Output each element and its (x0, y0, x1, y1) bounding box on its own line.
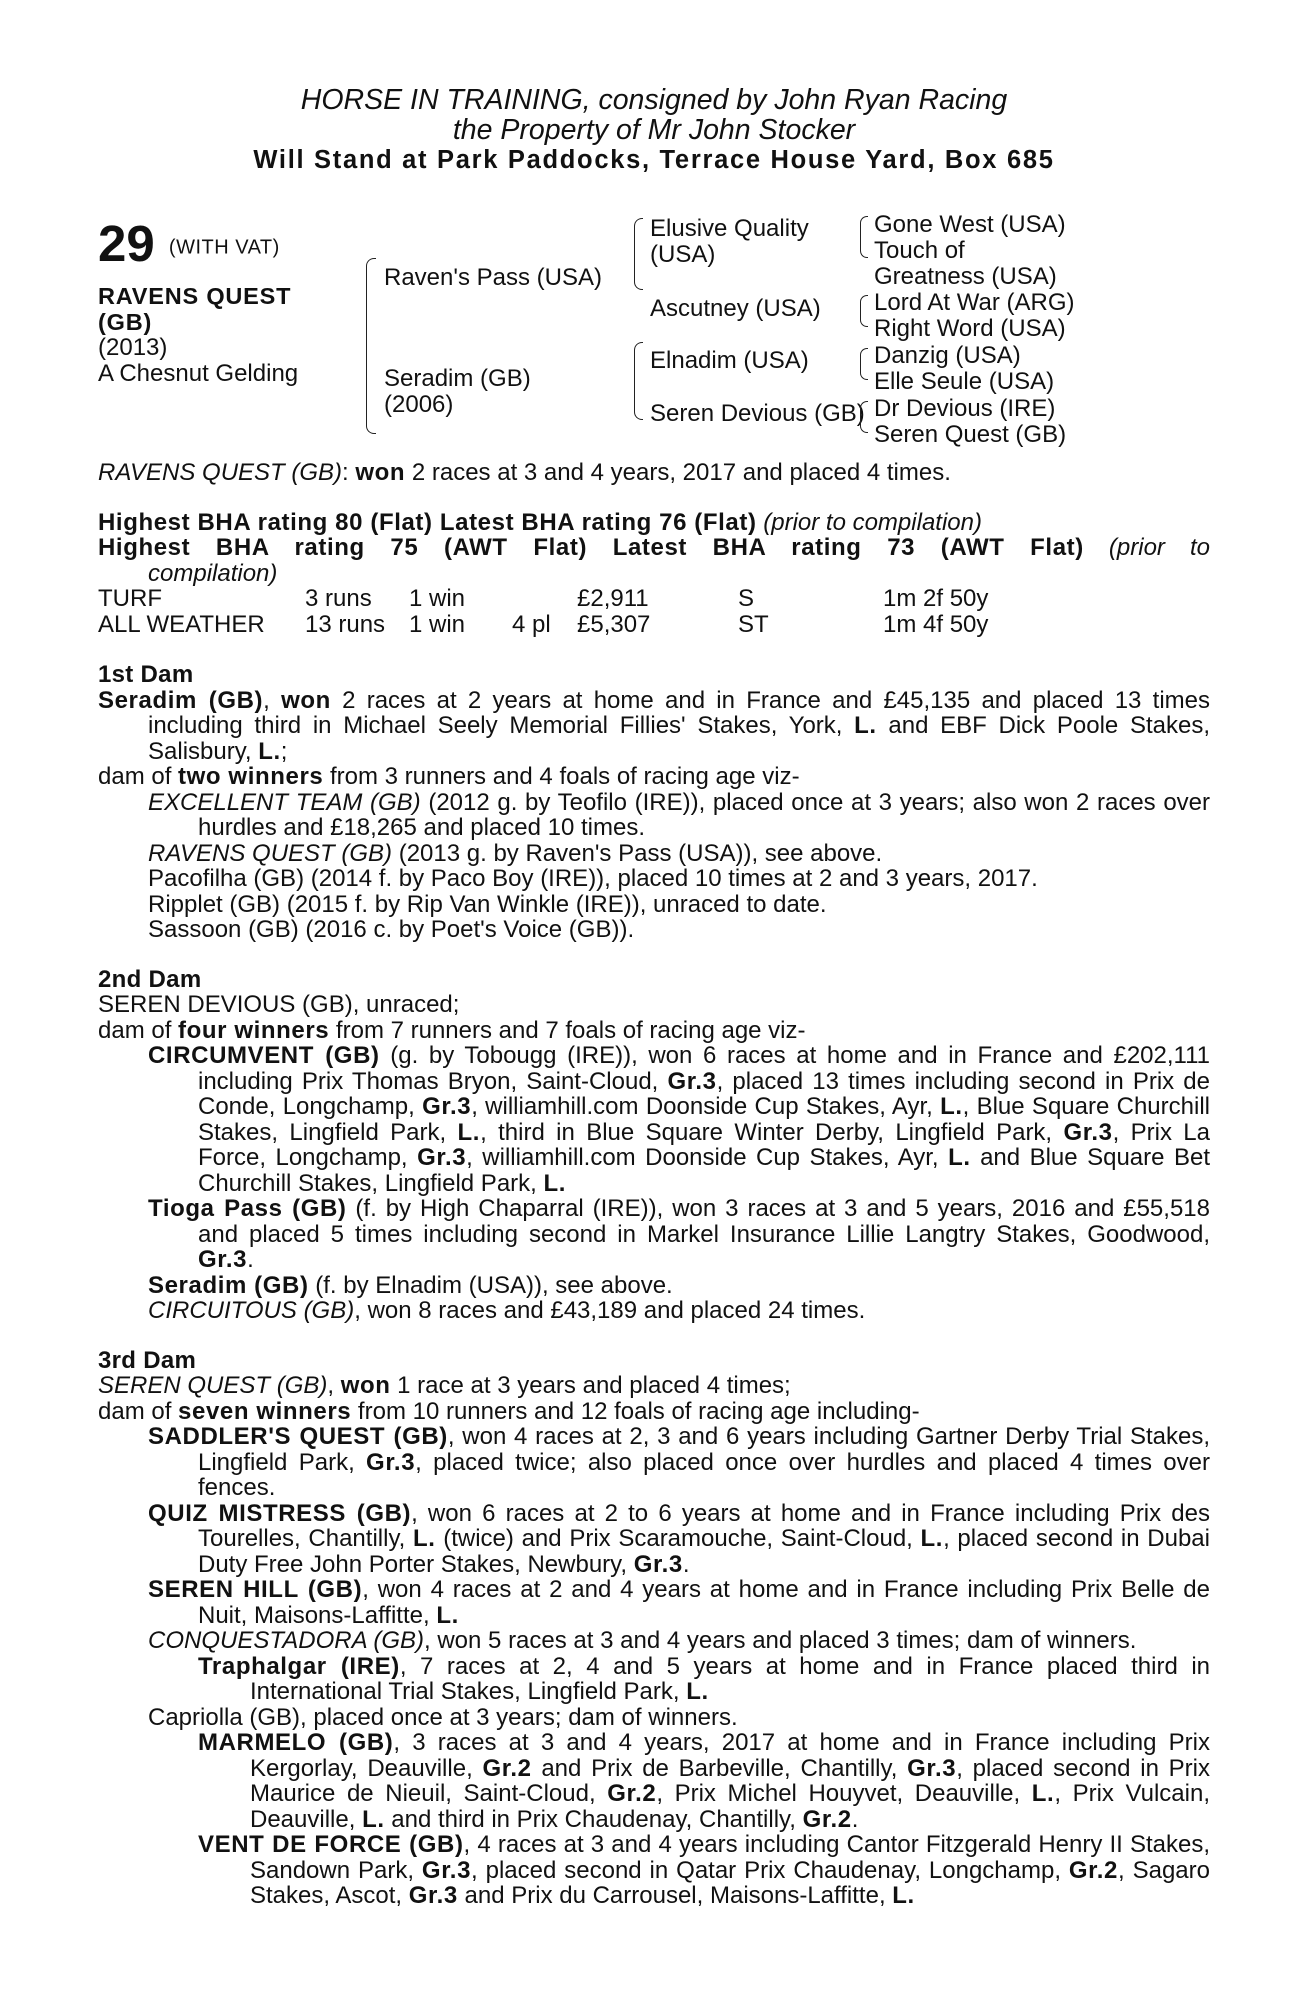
g3-brace (860, 295, 868, 327)
pedigree-dam-year: (2006) (384, 391, 454, 418)
runs-aw-placed: 4 pl (512, 611, 551, 638)
ratings-awt: Highest BHA rating 75 (AWT Flat) Latest BHA rating 73 (AWT Flat) (prior to compilation) (98, 534, 1211, 587)
stand-location-line: Will Stand at Park Paddocks, Terrace House Yard, Box 685 (253, 146, 1055, 174)
produce-marmelo: MARMELO (GB), 3 races at 3 and 4 years, 2017 at home and in France including Prix Kergorlay, Deauville, Gr.2 and Prix de Barbeville, Chantilly, Gr.3, placed second in Prix Maurice de Nieuil, Saint-Cloud, Gr.2, Prix Michel Houyvet, Deauville, L., Prix Vulcain, Deauville, L. and third in Prix Chaudenay, Chantilly, Gr.2. (198, 1729, 1211, 1833)
pedigree-g3: Lord At War (ARG) (874, 289, 1075, 316)
sire-brace (366, 258, 376, 434)
runs-aw-going: ST (738, 611, 769, 638)
catalogue-page (98, 85, 1210, 1909)
produce-quiz-mistress: QUIZ MISTRESS (GB), won 6 races at 2 to 6 years at home and in France including Prix des Tourelles, Chantilly, L. (twice) and Prix Scaramouche, Saint-Cloud, L., placed second in Dubai Duty Free John Porter Stakes, Newbury, Gr.3. (148, 1499, 1210, 1578)
pedigree-dam-dam: Seren Devious (GB) (650, 400, 865, 427)
runs-aw-wins: 1 win (409, 611, 466, 638)
produce-seradim: Seradim (GB) (f. by Elnadim (USA)), see above. (148, 1271, 673, 1299)
produce-sassoon: Sassoon (GB) (2016 c. by Poet's Voice (GB)). (148, 916, 635, 943)
second-dam-produce-summary: dam of four winners from 7 runners and 7 foals of racing age viz- (98, 1016, 806, 1044)
pedigree-g7: Dr Devious (IRE) (874, 395, 1056, 422)
runs-aw-surface: ALL WEATHER (98, 611, 265, 638)
first-dam-section (98, 662, 1210, 943)
race-summary: RAVENS QUEST (GB): won 2 races at 3 and 4 years, 2017 and placed 4 times. (98, 459, 951, 486)
pedigree-g4: Right Word (USA) (874, 315, 1066, 342)
ratings-flat: Highest BHA rating 80 (Flat) Latest BHA rating 76 (Flat) (prior to compilation) (98, 508, 982, 536)
produce-traphalgar: Traphalgar (IRE), 7 races at 2, 4 and 5 years at home and in France placed third in International Trial Stakes, Lingfield Park, L. (198, 1652, 1210, 1705)
g5-brace (860, 348, 868, 380)
pedigree-g8: Seren Quest (GB) (874, 421, 1067, 448)
pedigree-g5: Danzig (USA) (874, 342, 1021, 369)
runs-turf-distance: 1m 2f 50y (883, 585, 989, 612)
produce-pacofilha: Pacofilha (GB) (2014 f. by Paco Boy (IRE)), placed 10 times at 2 and 3 years, 2017. (148, 865, 1038, 892)
vat-label: (WITH VAT) (168, 236, 280, 259)
runs-turf-surface: TURF (98, 585, 162, 612)
pedigree-sire: Raven's Pass (USA) (384, 264, 602, 291)
runs-aw-runs: 13 runs (305, 611, 386, 638)
ratings-block (98, 510, 1210, 639)
produce-vent-de-force: VENT DE FORCE (GB), 4 races at 3 and 4 years including Cantor Fitzgerald Henry II Stakes, Sandown Park, Gr.3, placed second in Qatar Prix Chaudenay, Longchamp, Gr.2, Sagaro Stakes, Ascot, Gr.3 and Prix du Carrousel, Maisons-Laffitte, L. (198, 1831, 1210, 1909)
horse-description: A Chesnut Gelding (98, 360, 299, 387)
third-dam-heading: 3rd Dam (98, 1346, 197, 1374)
produce-ravens-quest: RAVENS QUEST (GB) (2013 g. by Raven's Pass (USA)), see above. (148, 839, 883, 867)
property-line: the Property of Mr John Stocker (452, 114, 856, 146)
produce-circuitous: CIRCUITOUS (GB), won 8 races and £43,189 and placed 24 times. (148, 1297, 866, 1324)
first-dam-heading: 1st Dam (98, 661, 194, 688)
runs-aw-distance: 1m 4f 50y (883, 611, 989, 638)
runs-turf-wins: 1 win (409, 585, 466, 612)
second-dam-section (98, 967, 1210, 1324)
produce-ripplet: Ripplet (GB) (2015 f. by Rip Van Winkle (IRE)), unraced to date. (148, 890, 827, 918)
pedigree-dam: Seradim (GB) (384, 365, 531, 392)
second-dam-record: SEREN DEVIOUS (GB), unraced; (98, 991, 460, 1018)
dam-line-brace (634, 342, 643, 420)
pedigree-g2: Touch of Greatness (USA) (874, 237, 1057, 290)
produce-seren-hill: SEREN HILL (GB), won 4 races at 2 and 4 years at home and in France including Prix Belle de Nuit, Maisons-Laffitte, L. (148, 1576, 1210, 1629)
pedigree-g6: Elle Seule (USA) (874, 368, 1055, 395)
pedigree-sire-dam: Ascutney (USA) (650, 295, 821, 322)
runs-table (98, 586, 1210, 638)
pedigree-g1: Gone West (USA) (874, 211, 1066, 238)
g7-brace (860, 401, 868, 433)
first-dam-record: Seradim (GB), won 2 races at 2 years at home and in France and £45,135 and placed 13 times including third in Michael Seely Memorial Fillies' Stakes, York, L. and EBF Dick Poole Stakes, Salisbury, L.; (98, 686, 1210, 765)
g1-brace (860, 216, 868, 258)
runs-turf-going: S (738, 585, 755, 612)
produce-tioga-pass: Tioga Pass (GB) (f. by High Chaparral (IRE)), won 3 races at 3 and 5 years, 2016 and £55,518 and placed 5 times including second in Markel Insurance Lillie Langtry Stakes, Goodwood, Gr.3. (148, 1195, 1210, 1273)
foaling-year: (2013) (98, 334, 168, 361)
pedigree-sire-sire: Elusive Quality (USA) (650, 215, 809, 268)
third-dam-produce-summary: dam of seven winners from 10 runners and 12 foals of racing age including- (98, 1397, 920, 1425)
pedigree-table (98, 212, 1210, 456)
produce-circumvent: CIRCUMVENT (GB) (g. by Tobougg (IRE)), won 6 races at home and in France and £202,111 including Prix Thomas Bryon, Saint-Cloud, Gr.3, placed 13 times including second in Prix de Conde, Longchamp, Gr.3, williamhill.com Doonside Cup Stakes, Ayr, L., Blue Square Churchill Stakes, Lingfield Park, L., third in Blue Square Winter Derby, Lingfield Park, Gr.3, Prix La Force, Longchamp, Gr.3, williamhill.com Doonside Cup Stakes, Ayr, L. and Blue Square Bet Churchill Stakes, Lingfield Park, L. (148, 1042, 1211, 1197)
pedigree-dam-sire: Elnadim (USA) (650, 347, 809, 374)
produce-excellent-team: EXCELLENT TEAM (GB) (2012 g. by Teofilo (IRE)), placed once at 3 years; also won 2 races over hurdles and £18,265 and placed 10 times. (148, 788, 1211, 841)
produce-saddlers-quest: SADDLER'S QUEST (GB), won 4 races at 2, 3 and 6 years including Gartner Derby Trial Stakes, Lingfield Park, Gr.3, placed twice; also placed once over hurdles and placed 4 times over fences. (148, 1423, 1210, 1501)
third-dam-record: SEREN QUEST (GB), won 1 race at 3 years and placed 4 times; (98, 1372, 791, 1399)
horse-name: RAVENS QUEST (GB) (98, 283, 292, 335)
produce-conquestadora: CONQUESTADORA (GB), won 5 races at 3 and 4 years and placed 3 times; dam of winners. (148, 1627, 1137, 1654)
second-dam-heading: 2nd Dam (98, 965, 202, 993)
runs-aw-prize: £5,307 (577, 611, 651, 638)
runs-turf-runs: 3 runs (305, 585, 372, 612)
produce-capriolla: Capriolla (GB), placed once at 3 years; dam of winners. (148, 1703, 738, 1731)
lot-number: 29 (WITH VAT) (98, 215, 280, 272)
sire-line-brace (634, 218, 643, 290)
consignor-line: HORSE IN TRAINING, consigned by John Ryan Racing (300, 84, 1008, 116)
runs-turf-prize: £2,911 (577, 585, 649, 612)
third-dam-section (98, 1348, 1210, 1909)
first-dam-produce-summary: dam of two winners from 3 runners and 4 foals of racing age viz- (98, 763, 800, 790)
